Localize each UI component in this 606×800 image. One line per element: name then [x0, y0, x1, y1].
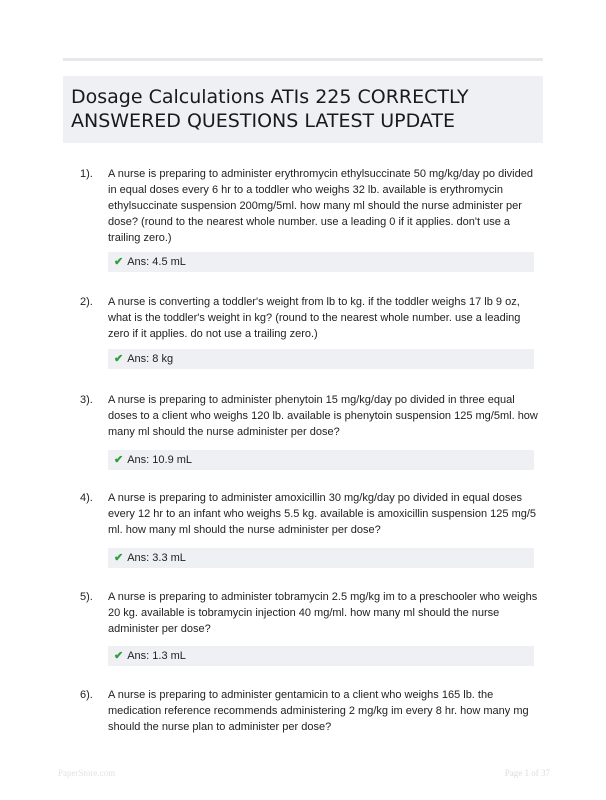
- answer-box: [108, 252, 534, 272]
- check-icon: ✔: [114, 454, 124, 466]
- title-line-1: Dosage Calculations ATIs 225 CORRECTLY: [71, 86, 469, 108]
- question-number: 5).: [80, 591, 93, 603]
- title-banner: [63, 76, 543, 143]
- question-text: A nurse is preparing to administer amoxicillin 30 mg/kg/day po divided in equal doses every 12 hr to an infant who weighs 5.5 kg. available is amoxicillin suspension 125 mg/5 ml. how many ml should the nurse administer per dose?: [108, 492, 537, 536]
- question-text: A nurse is preparing to administer erythromycin ethylsuccinate 50 mg/kg/day po divided in equal doses every 6 hr to a toddler who weighs 32 lb. available is erythromycin ethylsuccinate suspension 200mg/5ml. how many ml should the nurse administer per dose? (round to the nearest whole number. use a leading 0 if it applies. don't use a trailing zero.): [108, 168, 533, 244]
- answer-text: Ans: 4.5 mL: [127, 256, 186, 268]
- footer-watermark: PaperStore.com: [58, 768, 116, 778]
- question-number: 6).: [80, 689, 93, 701]
- answer-box: [108, 646, 534, 666]
- answer-text: Ans: 8 kg: [127, 353, 174, 365]
- question-text: A nurse is preparing to administer gentamicin to a client who weighs 165 lb. the medication reference recommends administering 2 mg/kg im every 8 hr. how many mg should the nurse plan to administer per dose?: [108, 689, 529, 733]
- question-number: 3).: [80, 394, 93, 406]
- question-text: A nurse is preparing to administer phenytoin 15 mg/kg/day po divided in three equal doses to a client who weighs 120 lb. available is phenytoin suspension 125 mg/5ml. how many ml should the nurse administer per dose?: [108, 394, 538, 438]
- document-title: [71, 85, 535, 133]
- answer-text: Ans: 1.3 mL: [127, 650, 186, 662]
- check-icon: ✔: [114, 552, 124, 564]
- title-line-2: ANSWERED QUESTIONS LATEST UPDATE: [71, 110, 455, 132]
- question-number: 1).: [80, 168, 93, 180]
- answer-text: Ans: 10.9 mL: [127, 454, 193, 466]
- top-divider: [63, 58, 543, 61]
- answer-box: [108, 548, 534, 568]
- check-icon: ✔: [114, 353, 124, 365]
- check-icon: ✔: [114, 650, 124, 662]
- question-text: A nurse is preparing to administer tobramycin 2.5 mg/kg im to a preschooler who weighs 20 kg. available is tobramycin injection 40 mg/ml. how many ml should the nurse administer per dose?: [108, 591, 538, 635]
- answer-box: [108, 450, 534, 470]
- question-number: 4).: [80, 492, 93, 504]
- answer-text: Ans: 3.3 mL: [127, 552, 186, 564]
- page-number: Page 1 of 37: [504, 768, 550, 778]
- question-text: A nurse is converting a toddler's weight from lb to kg. if the toddler weighs 17 lb 9 oz, what is the toddler's weight in kg? (round to the nearest whole number. use a leading zero if it applies. do not use a trailing zero.): [108, 296, 521, 340]
- check-icon: ✔: [114, 256, 124, 268]
- question-number: 2).: [80, 296, 93, 308]
- answer-box: [108, 349, 534, 369]
